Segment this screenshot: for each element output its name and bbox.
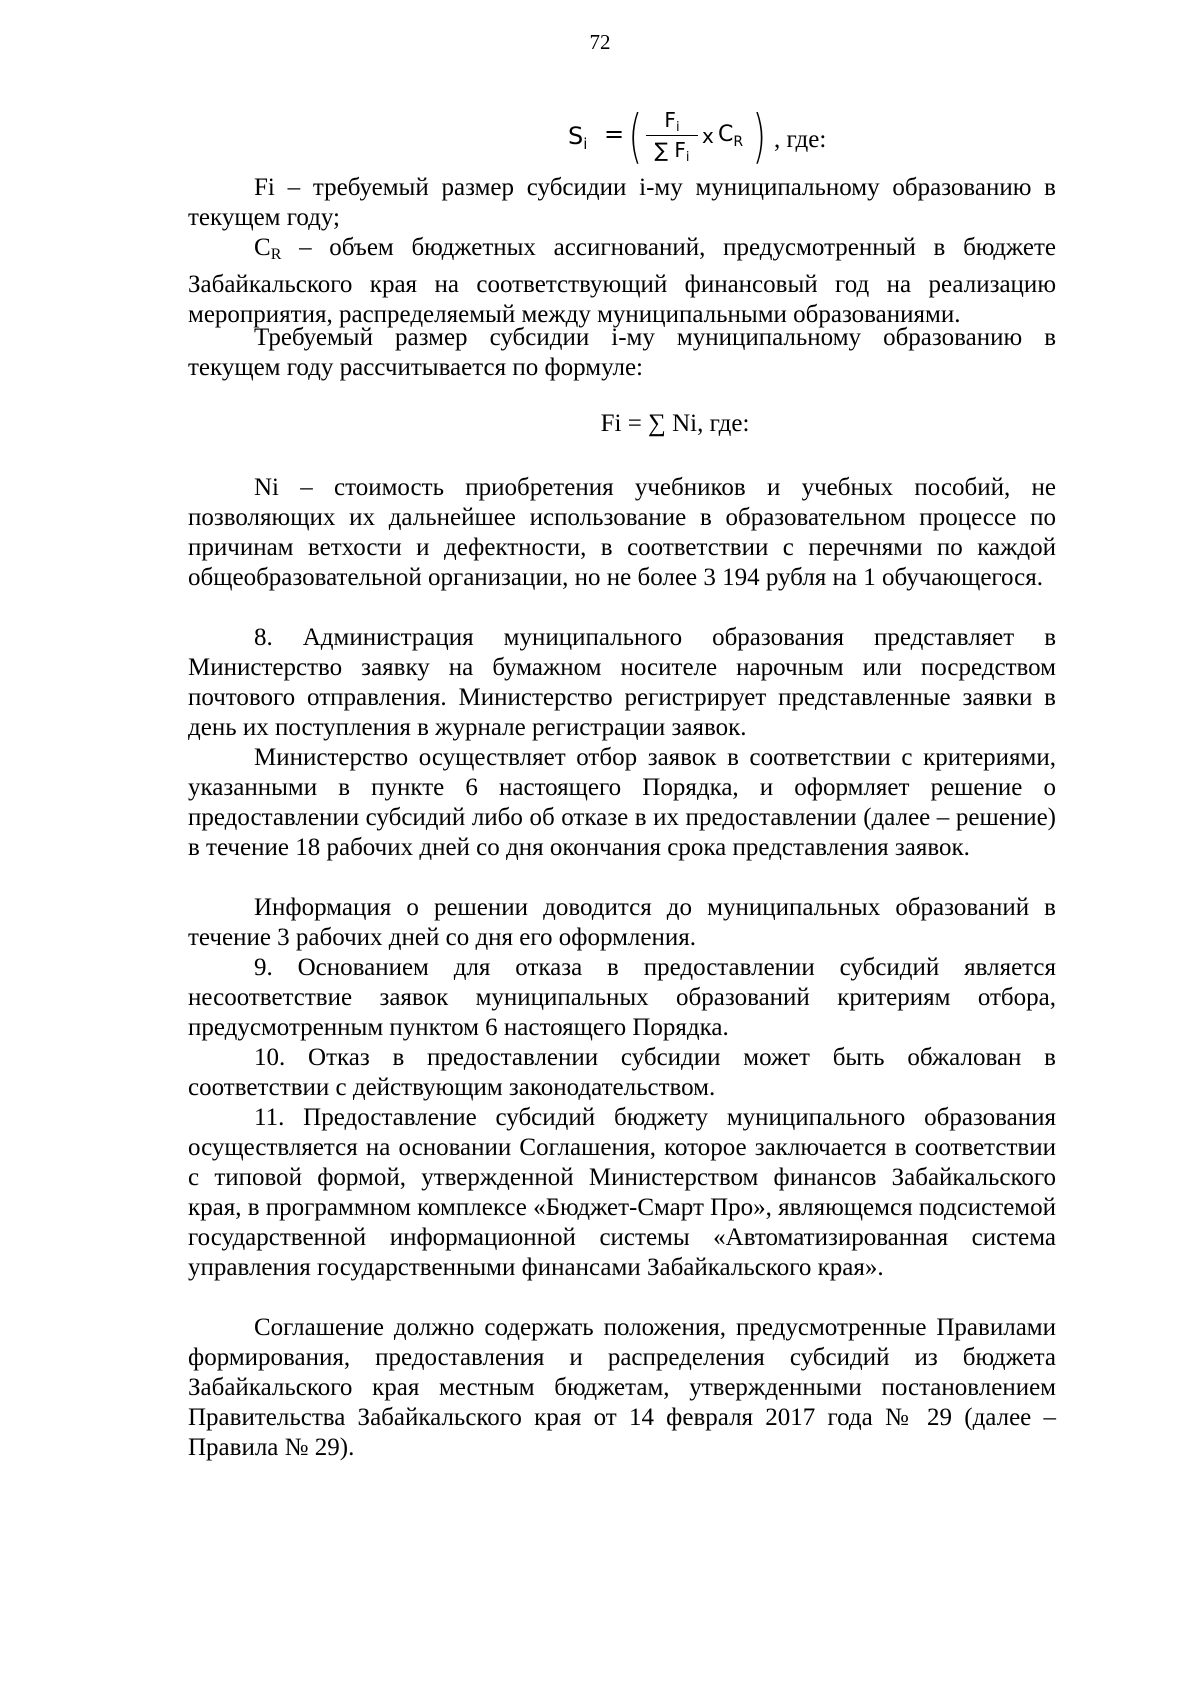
paragraph-fi-definition: Fi – требуемый размер субсидии i-му муниципальному образованию в текущем году;	[188, 174, 1056, 231]
fi-formula: Fi = ∑ Ni, где:	[600, 410, 750, 437]
paragraph-item-10: 10. Отказ в предоставлении субсидии может быть обжалован в соответствии с действующим законодательством.	[188, 1044, 1056, 1101]
fraction-denominator: ∑ $F_i$	[654, 138, 690, 165]
paragraph-item-8: 8. Администрация муниципального образования представляет в Министерство заявку на бумажном носителе нарочным или посредством почтового отправления. Министерство регистрирует представленные заявки в день их поступления в журнале регистрации заявок.	[188, 624, 1056, 741]
formula-equals: =	[604, 120, 625, 148]
paragraph-required-size: Требуемый размер субсидии i-му муниципальному образованию в текущем году рассчитывается по формуле:	[188, 324, 1056, 381]
formula-times: x	[702, 124, 714, 148]
fraction-bar	[646, 135, 698, 136]
formula-lhs: $S_i$	[568, 122, 588, 153]
paragraph-cr-definition: CR – объем бюджетных ассигнований, предусмотренный в бюджете Забайкальского края на соответствующий финансовый год на реализацию мероприятия, распределяемый между муниципальными образованиями.	[188, 234, 1056, 328]
page-number: 72	[589, 30, 611, 54]
paragraph-item-9: 9. Основанием для отказа в предоставлении субсидий является несоответствие заявок муниципальных образований критериям отбора, предусмотренным пунктом 6 настоящего Порядка.	[188, 954, 1056, 1041]
paragraph-item-11: 11. Предоставление субсидий бюджету муниципального образования осуществляется на основании Соглашения, которое заключается в соответствии с типовой формой, утвержденной Министерством финансов Забайкальского края, в программном комплексе «Бюджет-Смарт Про», являющемся подсистемой государственной информационной системы «Автоматизированная система управления государственными финансами Забайкальского края».	[188, 1104, 1056, 1281]
paragraph-ni-definition: Ni – стоимость приобретения учебников и учебных пособий, не позволяющих их дальнейшее использование в образовательном процессе по причинам ветхости и дефектности, в соответствии с перечнями по каждой общеобразовательной организации, но не более 3 194 рубля на 1 обучающегося.	[188, 474, 1056, 591]
formula-where: , где:	[774, 126, 827, 153]
formula-cr: $C_R$	[718, 122, 744, 150]
paragraph-selection: Министерство осуществляет отбор заявок в соответствии с критериями, указанными в пункте 6 настоящего Порядка, и оформляет решение о предоставлении субсидий либо об отказе в их предоставлении (далее – решение) в течение 18 рабочих дней со дня окончания срока представления заявок.	[188, 744, 1056, 861]
formula-paren-right: )	[752, 102, 767, 170]
formula-fraction	[646, 108, 698, 165]
paragraph-decision-info: Информация о решении доводится до муниципальных образований в течение 3 рабочих дней со дня его оформления.	[188, 894, 1056, 951]
fraction-numerator: $F_i$	[664, 108, 680, 135]
paragraph-agreement: Соглашение должно содержать положения, предусмотренные Правилами формирования, предоставления и распределения субсидий из бюджета Забайкальского края местным бюджетам, утвержденными постановлением Правительства Забайкальского края от 14 февраля 2017 года № 29 (далее – Правила № 29).	[188, 1314, 1056, 1461]
formula-paren-left: (	[628, 102, 643, 170]
